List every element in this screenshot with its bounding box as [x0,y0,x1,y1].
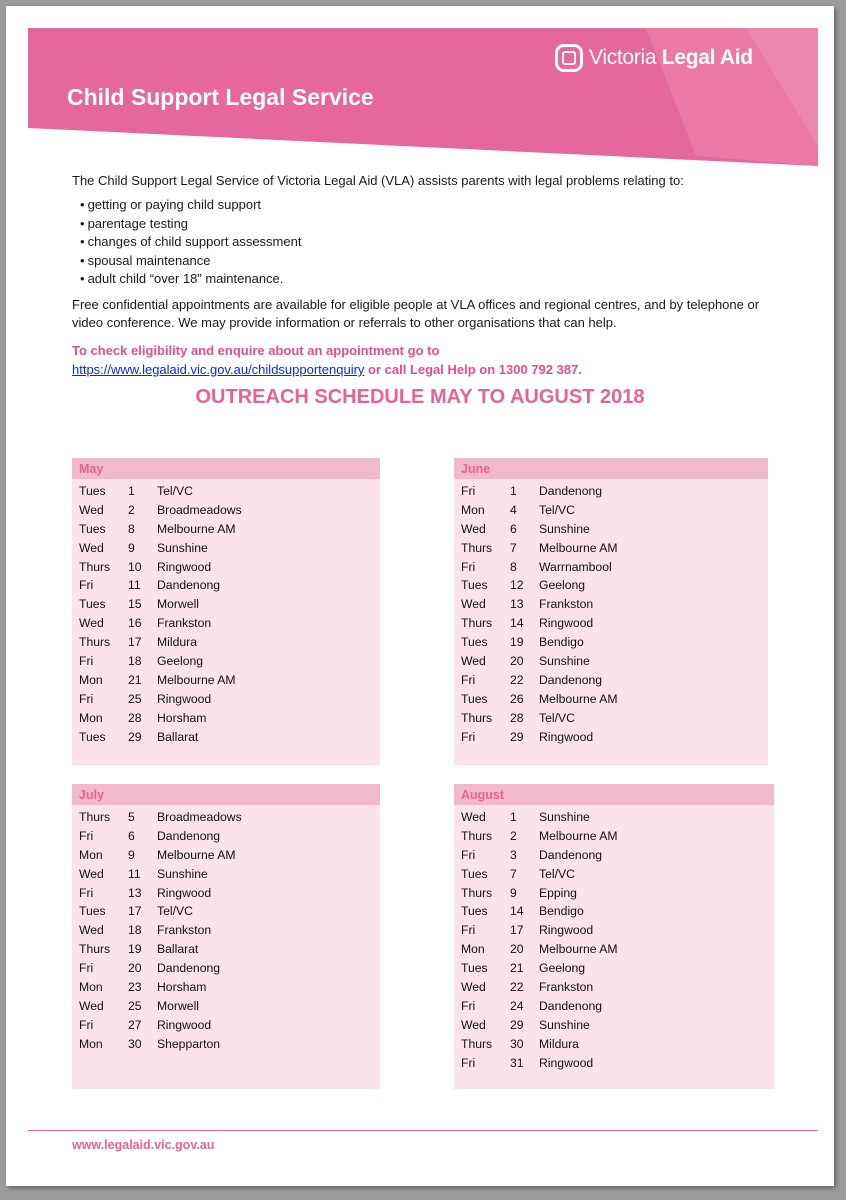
location-cell: Dandenong [539,484,603,498]
location-cell: Sunshine [157,866,208,881]
table-row [454,884,774,903]
day-cell: Fri [461,998,476,1013]
date-cell: 21 [510,961,524,976]
date-cell: 1 [510,484,517,498]
table-row [454,520,768,539]
date-cell: 7 [510,540,517,555]
location-cell: Tel/VC [157,904,193,919]
date-cell: 30 [128,1036,142,1051]
date-cell: 24 [510,998,524,1013]
table-row [72,709,380,728]
location-cell: Geelong [157,654,204,669]
date-cell: 23 [128,980,142,995]
table-row [454,501,768,520]
day-cell: Fri [461,1055,476,1070]
day-cell: Fri [79,828,94,843]
day-cell: Fri [79,1017,94,1032]
day-cell: Tues [79,597,106,612]
day-cell: Fri [461,672,476,687]
date-cell: 19 [510,635,524,650]
table-row [454,633,768,652]
date-cell: 22 [510,672,524,687]
location-cell: Tel/VC [539,866,575,881]
date-cell: 29 [128,729,142,744]
date-cell: 28 [510,710,524,725]
day-cell: Thurs [461,710,493,725]
location-cell: Ringwood [157,885,212,900]
location-cell: Melbourne AM [157,672,236,687]
date-cell: 20 [128,961,142,976]
day-cell: Thurs [79,635,111,650]
location-cell: Sunshine [539,654,590,669]
location-cell: Broadmeadows [157,502,242,517]
date-cell: 9 [128,540,135,555]
table-row [454,921,774,940]
date-cell: 6 [128,828,135,843]
date-cell: 13 [510,597,524,612]
date-cell: 11 [128,866,141,881]
table-row [454,827,774,846]
day-cell: Tues [79,521,106,536]
location-cell: Ringwood [539,1055,594,1070]
location-cell: Sunshine [539,1017,590,1032]
table-row [72,865,380,884]
table-row [72,576,380,595]
date-cell: 9 [128,847,135,862]
services-list [80,196,301,289]
table-row [72,808,380,827]
day-cell: Tues [79,729,106,744]
table-row [72,482,380,501]
location-cell: Melbourne AM [539,828,618,843]
location-cell: Bendigo [539,904,584,919]
location-cell: Geelong [539,578,586,593]
table-row [72,652,380,671]
location-cell: Dandenong [539,998,603,1013]
table-row [454,940,774,959]
table-row [454,558,768,577]
day-cell: Mon [79,672,103,687]
day-cell: Thurs [461,828,493,843]
day-cell: Wed [79,540,104,555]
table-row [72,671,380,690]
day-cell: Tues [461,691,488,706]
date-cell: 29 [510,1017,524,1032]
location-cell: Tel/VC [539,710,575,725]
location-cell: Tel/VC [157,484,193,498]
list-item: • parentage testing [80,215,301,234]
location-cell: Shepparton [157,1036,221,1051]
location-cell: Epping [539,885,577,900]
location-cell: Ringwood [157,1017,212,1032]
day-cell: Wed [79,616,104,631]
day-cell: Fri [79,578,94,593]
date-cell: 22 [510,980,524,995]
date-cell: 2 [128,502,135,517]
location-cell: Warrnambool [539,559,612,574]
date-cell: 1 [510,810,517,824]
day-cell: Wed [461,597,486,612]
logo-text: Victoria Legal Aid [589,46,753,69]
day-cell: Thurs [461,1036,493,1051]
location-cell: Melbourne AM [157,521,236,536]
date-cell: 3 [510,847,517,862]
location-cell: Dandenong [157,828,221,843]
table-row [454,1035,774,1054]
date-cell: 30 [510,1036,524,1051]
date-cell: 10 [128,559,142,574]
date-cell: 1 [128,484,135,498]
table-row [72,884,380,903]
date-cell: 20 [510,654,524,669]
date-cell: 11 [128,578,141,593]
table-row [72,827,380,846]
month-table-june [454,458,768,765]
month-header: May [72,458,380,479]
table-row [72,614,380,633]
page-title: Child Support Legal Service [67,84,374,110]
table-row [72,728,380,747]
location-cell: Sunshine [157,540,208,555]
enquiry-link[interactable]: https://www.legalaid.vic.gov.au/childsupportenquiry [72,362,365,377]
location-cell: Dandenong [539,672,603,687]
month-table-august [454,784,774,1089]
date-cell: 16 [128,616,142,631]
location-cell: Ringwood [157,559,212,574]
day-cell: Fri [461,484,476,498]
date-cell: 12 [510,578,524,593]
table-row [454,997,774,1016]
list-item: • spousal maintenance [80,252,301,271]
month-table-may [72,458,380,765]
day-cell: Wed [461,654,486,669]
date-cell: 8 [128,521,135,536]
table-row [454,865,774,884]
table-row [72,1035,380,1054]
month-header: August [454,784,774,805]
location-cell: Dandenong [157,961,221,976]
table-row [454,482,768,501]
date-cell: 18 [128,654,142,669]
date-cell: 5 [128,810,135,824]
table-row [454,539,768,558]
date-cell: 8 [510,559,517,574]
table-row [454,959,774,978]
location-cell: Bendigo [539,635,584,650]
day-cell: Mon [79,710,103,725]
table-row [72,633,380,652]
date-cell: 29 [510,729,524,744]
location-cell: Broadmeadows [157,810,242,824]
day-cell: Thurs [79,942,111,957]
date-cell: 13 [128,885,142,900]
table-row [454,595,768,614]
location-cell: Ringwood [157,691,212,706]
day-cell: Fri [461,923,476,938]
document-page [6,6,834,1186]
date-cell: 21 [128,672,142,687]
day-cell: Fri [79,654,94,669]
month-table-july [72,784,380,1089]
location-cell: Ringwood [539,923,594,938]
table-row [454,614,768,633]
location-cell: Frankston [539,980,594,995]
location-cell: Ringwood [539,616,594,631]
day-cell: Mon [79,980,103,995]
date-cell: 14 [510,904,524,919]
table-row [72,520,380,539]
day-cell: Fri [461,729,476,744]
date-cell: 17 [510,923,524,938]
day-cell: Wed [79,923,104,938]
logo-mark-icon [555,44,583,72]
month-rows [454,805,774,1072]
day-cell: Tues [79,484,106,498]
table-row [72,978,380,997]
day-cell: Fri [79,885,94,900]
day-cell: Fri [461,847,476,862]
month-rows [454,479,768,746]
intro-text: The Child Support Legal Service of Victoria Legal Aid (VLA) assists parents with legal problems relating to: [72,173,684,188]
date-cell: 26 [510,691,524,706]
month-rows [72,479,380,746]
table-row [454,1016,774,1035]
date-cell: 17 [128,635,142,650]
day-cell: Tues [461,635,488,650]
table-row [454,902,774,921]
table-row [454,671,768,690]
date-cell: 19 [128,942,142,957]
table-row [72,690,380,709]
day-cell: Tues [461,904,488,919]
date-cell: 25 [128,691,142,706]
day-cell: Wed [79,866,104,881]
table-row [72,921,380,940]
location-cell: Melbourne AM [539,942,618,957]
table-row [454,690,768,709]
location-cell: Geelong [539,961,586,976]
date-cell: 4 [510,502,517,517]
table-row [454,652,768,671]
day-cell: Wed [79,998,104,1013]
date-cell: 31 [510,1055,524,1070]
date-cell: 27 [128,1017,142,1032]
day-cell: Mon [461,942,485,957]
date-cell: 18 [128,923,142,938]
table-row [72,558,380,577]
day-cell: Wed [461,980,486,995]
location-cell: Frankston [157,616,212,631]
location-cell: Melbourne AM [539,540,618,555]
location-cell: Sunshine [539,521,590,536]
date-cell: 2 [510,828,517,843]
day-cell: Wed [79,502,104,517]
location-cell: Horsham [157,710,207,725]
footer-url[interactable]: www.legalaid.vic.gov.au [72,1138,215,1152]
date-cell: 14 [510,616,524,631]
day-cell: Thurs [79,810,111,824]
table-row [72,997,380,1016]
table-row [454,808,774,827]
table-row [72,959,380,978]
location-cell: Tel/VC [539,502,575,517]
day-cell: Thurs [461,540,493,555]
location-cell: Frankston [539,597,594,612]
enquiry-text [72,341,792,379]
location-cell: Sunshine [539,810,590,824]
day-cell: Mon [461,502,485,517]
list-item: • adult child “over 18” maintenance. [80,270,301,289]
list-item: • getting or paying child support [80,196,301,215]
date-cell: 7 [510,866,517,881]
location-cell: Melbourne AM [157,847,236,862]
day-cell: Thurs [461,885,493,900]
location-cell: Mildura [539,1036,579,1051]
table-row [454,576,768,595]
location-cell: Horsham [157,980,207,995]
day-cell: Fri [461,559,476,574]
table-row [454,1054,774,1073]
location-cell: Dandenong [157,578,221,593]
table-row [72,595,380,614]
location-cell: Morwell [157,998,199,1013]
day-cell: Wed [461,810,486,824]
date-cell: 17 [128,904,142,919]
date-cell: 15 [128,597,142,612]
table-row [72,501,380,520]
location-cell: Melbourne AM [539,691,618,706]
table-row [72,539,380,558]
month-header: June [454,458,768,479]
day-cell: Fri [79,691,94,706]
location-cell: Dandenong [539,847,603,862]
table-row [454,978,774,997]
day-cell: Mon [79,1036,103,1051]
appointments-paragraph: Free confidential appointments are available for eligible people at VLA offices and regional centres, and by telephone or video conference. We may provide information or referrals to other organisations that can help. [72,297,760,330]
location-cell: Mildura [157,635,197,650]
date-cell: 28 [128,710,142,725]
table-row [72,940,380,959]
location-cell: Frankston [157,923,212,938]
table-row [454,846,774,865]
location-cell: Morwell [157,597,199,612]
day-cell: Fri [79,961,94,976]
day-cell: Thurs [79,559,111,574]
enquiry-line1: To check eligibility and enquire about an appointment go to [72,343,440,358]
table-row [454,709,768,728]
day-cell: Wed [461,1017,486,1032]
location-cell: Ringwood [539,729,594,744]
month-header: July [72,784,380,805]
table-row [72,846,380,865]
date-cell: 20 [510,942,524,957]
table-row [454,728,768,747]
date-cell: 25 [128,998,142,1013]
table-row [72,902,380,921]
schedule-heading: OUTREACH SCHEDULE MAY TO AUGUST 2018 [195,386,645,408]
day-cell: Mon [79,847,103,862]
list-item: • changes of child support assessment [80,233,301,252]
date-cell: 6 [510,521,517,536]
victoria-legal-aid-logo [555,44,753,72]
day-cell: Tues [79,904,106,919]
location-cell: Ballarat [157,729,199,744]
enquiry-phone: or call Legal Help on 1300 792 387. [364,362,582,377]
footer-divider [28,1130,818,1131]
table-row [72,1016,380,1035]
day-cell: Wed [461,521,486,536]
month-rows [72,805,380,1054]
day-cell: Thurs [461,616,493,631]
location-cell: Ballarat [157,942,199,957]
day-cell: Tues [461,961,488,976]
day-cell: Tues [461,578,488,593]
date-cell: 9 [510,885,517,900]
day-cell: Tues [461,866,488,881]
